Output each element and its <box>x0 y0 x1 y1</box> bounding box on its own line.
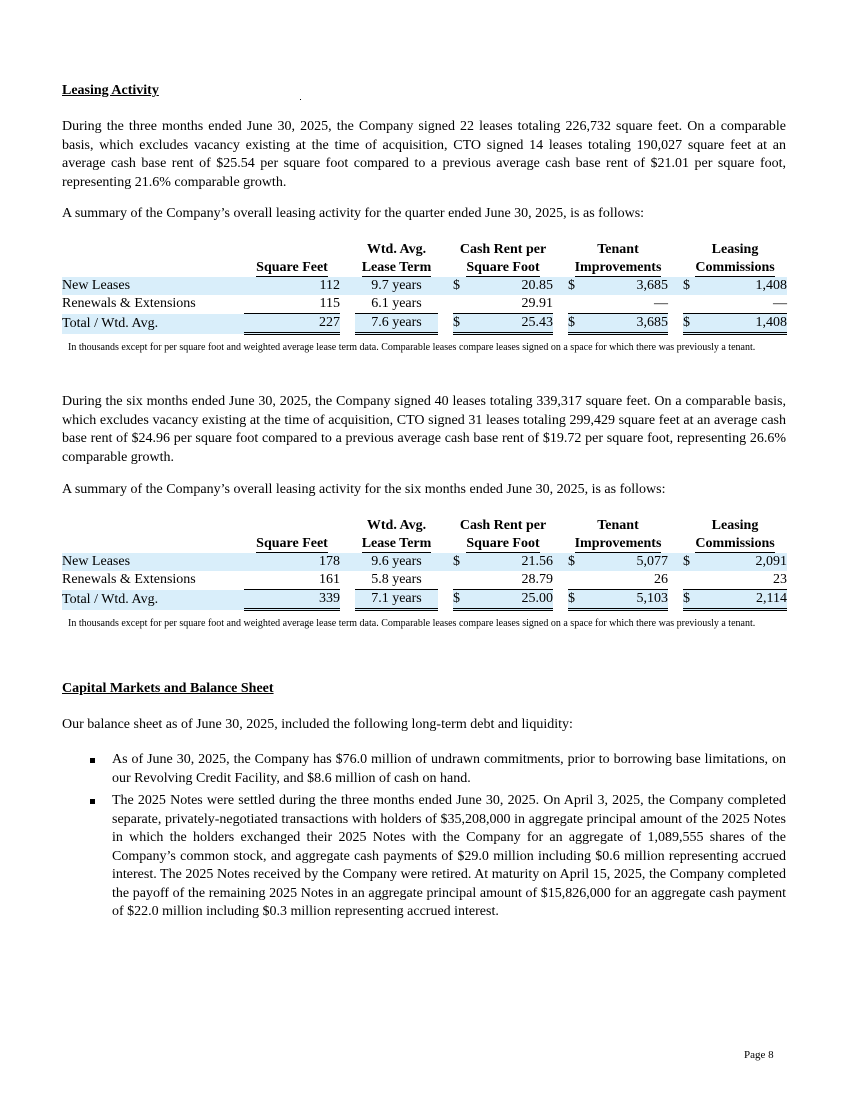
row-label: New Leases <box>62 277 244 296</box>
page-number: Page 8 <box>744 1049 774 1061</box>
dollar-sign: $ <box>568 277 582 296</box>
cash-rent-cell: 21.56 <box>467 553 553 572</box>
col-tenant-line1: Tenant <box>597 518 639 533</box>
dollar-sign: $ <box>453 277 467 296</box>
tenant-improvements-cell: — <box>654 296 668 311</box>
quarter-leasing-table <box>62 241 787 335</box>
tenant-improvements-cell: 3,685 <box>582 314 668 334</box>
dollar-sign <box>453 295 467 314</box>
tenant-improvements-cell: 5,103 <box>582 590 668 610</box>
list-item <box>86 751 786 788</box>
col-square-feet: Square Feet <box>256 535 328 551</box>
row-label: Renewals & Extensions <box>62 296 196 312</box>
col-cash-rent: Square Foot <box>466 535 540 551</box>
tenant-improvements-cell: 5,077 <box>582 553 668 572</box>
col-leasing-line1: Leasing <box>711 518 759 533</box>
table-row <box>62 553 787 572</box>
row-label: Renewals & Extensions <box>62 572 196 588</box>
dollar-sign: $ <box>568 590 582 610</box>
bullet-text: As of June 30, 2025, the Company has $76.0 million of undrawn commitments, prior to borrowing base limitations, on our Revolving Credit Facility, and $8.6 million of cash on hand. <box>112 752 786 786</box>
cash-rent-cell: 20.85 <box>467 277 553 296</box>
dollar-sign: $ <box>683 553 697 572</box>
dollar-sign: $ <box>453 590 467 610</box>
square-feet-cell: 178 <box>244 553 340 572</box>
lease-term-cell: 7.1 years <box>355 590 438 610</box>
bullet-square-icon <box>90 799 95 804</box>
leasing-commissions-cell: 23 <box>773 572 788 587</box>
table-row <box>62 571 787 590</box>
h1-summary-intro: A summary of the Company’s overall leasing activity for the six months ended June 30, 2025, is as follows: <box>62 482 666 497</box>
square-feet-cell: 112 <box>244 277 340 296</box>
quarter-table-footnote: In thousands except for per square foot and weighted average lease term data. Comparable leases compare leases signed on a space for which there was previously a tenant. <box>68 342 756 353</box>
cash-rent-cell: 29.91 <box>521 296 553 311</box>
table-header-row <box>62 517 787 553</box>
square-feet-cell: 227 <box>244 314 340 334</box>
dollar-sign: $ <box>568 553 582 572</box>
six-month-leasing-table <box>62 517 787 611</box>
tenant-improvements-cell: 26 <box>654 572 668 587</box>
row-label: Total / Wtd. Avg. <box>62 314 244 334</box>
square-feet-cell: 161 <box>319 572 340 587</box>
row-label: New Leases <box>62 553 244 572</box>
dollar-sign <box>568 571 582 590</box>
dollar-sign: $ <box>683 277 697 296</box>
lease-term-cell: 9.7 years <box>355 277 438 296</box>
tenant-improvements-cell: 3,685 <box>582 277 668 296</box>
col-tenant-improvements: Improvements <box>574 259 662 275</box>
cash-rent-cell: 25.43 <box>467 314 553 334</box>
col-lease-term: Lease Term <box>361 259 432 275</box>
bullet-square-icon <box>90 758 95 763</box>
col-square-feet: Square Feet <box>256 259 328 275</box>
col-tenant-improvements: Improvements <box>574 535 662 551</box>
dollar-sign <box>453 571 467 590</box>
six-month-table-footnote: In thousands except for per square foot and weighted average lease term data. Comparable leases compare leases signed on a space for which there was previously a tenant. <box>68 618 756 629</box>
dollar-sign <box>568 295 582 314</box>
leasing-commissions-cell: 2,114 <box>697 590 787 610</box>
table-row-total <box>62 314 787 334</box>
dollar-sign: $ <box>683 314 697 334</box>
dollar-sign <box>683 295 697 314</box>
list-item <box>86 792 786 922</box>
lease-term-cell: 7.6 years <box>355 314 438 334</box>
square-feet-cell: 115 <box>319 296 340 311</box>
dollar-sign: $ <box>453 553 467 572</box>
table-row <box>62 295 787 314</box>
col-tenant-line1: Tenant <box>597 242 639 257</box>
square-feet-cell: 339 <box>244 590 340 610</box>
col-lease-term-line1: Wtd. Avg. <box>366 242 427 257</box>
dollar-sign: $ <box>568 314 582 334</box>
bullet-text: The 2025 Notes were settled during the three months ended June 30, 2025. On April 3, 2025, the Company completed separate, privately-negotiated transactions with holders of $35,208,000 in aggregate principal amount of the 2025 Notes in which the holders exchanged their 2025 Notes with the Company for an aggregate of 1,089,555 shares of the Company’s common stock, and aggregate cash payments of $29.0 million including $0.6 million representing accrued interest. The 2025 Notes received by the Company were retired. At maturity on April 15, 2025, the Company completed the payoff of the remaining 2025 Notes in an aggregate principal amount of $15,826,000 for an aggregate cash payment of $22.0 million including $0.3 million representing accrued interest. <box>112 793 786 919</box>
col-lease-term-line1: Wtd. Avg. <box>366 518 427 533</box>
leasing-commissions-cell: — <box>773 296 788 311</box>
col-leasing-line1: Leasing <box>711 242 759 257</box>
dollar-sign <box>683 571 697 590</box>
lease-term-cell: 5.8 years <box>371 572 422 587</box>
col-cash-rent: Square Foot <box>466 259 540 275</box>
row-label: Total / Wtd. Avg. <box>62 590 244 610</box>
balance-sheet-intro: Our balance sheet as of June 30, 2025, included the following long-term debt and liquidity: <box>62 717 573 732</box>
col-cash-rent-line1: Cash Rent per <box>459 242 547 257</box>
liquidity-bullet-list <box>86 751 786 926</box>
cash-rent-cell: 28.79 <box>521 572 553 587</box>
col-cash-rent-line1: Cash Rent per <box>459 518 547 533</box>
table-header-row <box>62 241 787 277</box>
h1-activity-paragraph: During the six months ended June 30, 2025, the Company signed 40 leases totaling 339,317 square feet. On a comparable basis, which excludes vacancy existing at the time of acquisition, CTO signed 31 leases totaling 299,429 square feet at an average cash base rent of $24.96 per square foot compared to a previous average cash base rent of $19.72 per square foot, representing 26.6% comparable growth. <box>62 394 786 465</box>
lease-term-cell: 9.6 years <box>355 553 438 572</box>
col-leasing-commissions: Commissions <box>695 259 775 275</box>
q2-activity-paragraph: During the three months ended June 30, 2025, the Company signed 22 leases totaling 226,732 square feet. On a comparable basis, which excludes vacancy existing at the time of acquisition, CTO signed 14 leases totaling 190,027 square feet at an average cash base rent of $25.54 per square foot compared to a previous average cash base rent of $21.01 per square foot, representing 21.6% comparable growth. <box>62 119 786 190</box>
dollar-sign: $ <box>453 314 467 334</box>
table-row <box>62 277 787 296</box>
leasing-commissions-cell: 2,091 <box>697 553 787 572</box>
col-lease-term: Lease Term <box>361 535 432 551</box>
lease-term-cell: 6.1 years <box>371 296 422 311</box>
table-row-total <box>62 590 787 610</box>
dollar-sign: $ <box>683 590 697 610</box>
leasing-commissions-cell: 1,408 <box>697 277 787 296</box>
leasing-activity-heading: Leasing Activity <box>62 83 159 98</box>
stray-dot <box>300 99 301 100</box>
cash-rent-cell: 25.00 <box>467 590 553 610</box>
col-leasing-commissions: Commissions <box>695 535 775 551</box>
leasing-commissions-cell: 1,408 <box>697 314 787 334</box>
capital-markets-heading: Capital Markets and Balance Sheet <box>62 681 274 696</box>
q2-summary-intro: A summary of the Company’s overall leasing activity for the quarter ended June 30, 2025, is as follows: <box>62 206 645 221</box>
